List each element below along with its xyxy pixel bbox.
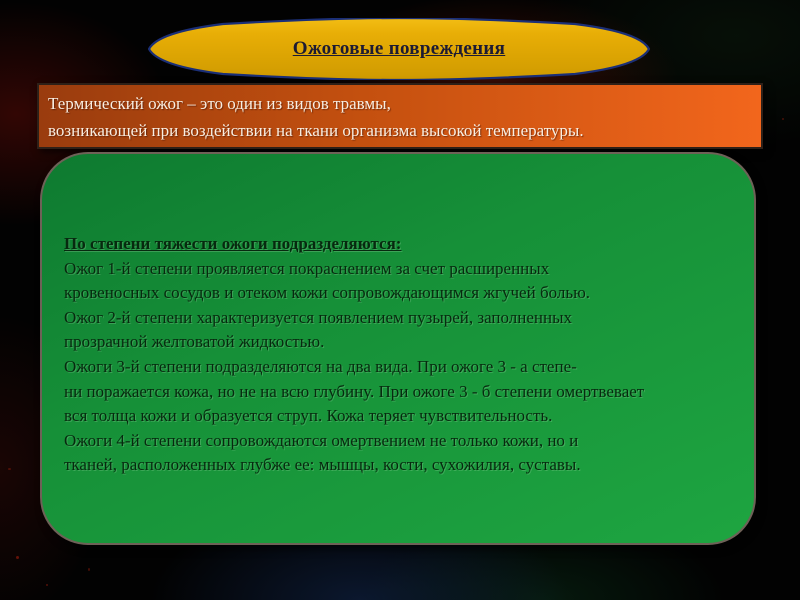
degrees-line: Ожоги 3-й степени подразделяются на два вида. При ожоге 3 - а степе- (64, 356, 577, 376)
degrees-line: Ожоги 4-й степени сопровождаются омертвением не только кожи, но и (64, 430, 579, 450)
degrees-line: вся толща кожи и образуется струп. Кожа теряет чувствительность. (64, 406, 553, 426)
definition-line-1: Термический ожог – это один из видов травмы, (48, 94, 391, 113)
definition-line-2: возникающей при воздействии на ткани организма высокой температуры. (48, 121, 584, 140)
degrees-line: Ожог 2-й степени характеризуется появлением пузырей, заполненных (64, 307, 573, 327)
degrees-line: тканей, расположенных глубже ее: мышцы, кости, сухожилия, суставы. (64, 455, 581, 475)
background-speckle (8, 468, 11, 470)
definition-box (37, 83, 763, 149)
background-speckle (16, 556, 19, 559)
slide-title: Ожоговые повреждения (292, 38, 506, 59)
degrees-line: Ожог 1-й степени проявляется покраснением за счет расширенных (64, 258, 550, 278)
background-speckle (46, 584, 48, 586)
degrees-heading: По степени тяжести ожоги подразделяются: (64, 234, 402, 253)
degrees-line: кровеносных сосудов и отеком кожи сопровождающимся жгучей болью. (64, 283, 591, 303)
degrees-line: ни поражается кожа, но не на всю глубину. При ожоге 3 - б степени омертвевает (64, 381, 645, 401)
background-speckle (88, 568, 90, 571)
background-speckle (782, 118, 784, 120)
degrees-box (40, 152, 756, 545)
title-banner (148, 18, 650, 80)
degrees-line: прозрачной желтоватой жидкостью. (64, 332, 325, 352)
